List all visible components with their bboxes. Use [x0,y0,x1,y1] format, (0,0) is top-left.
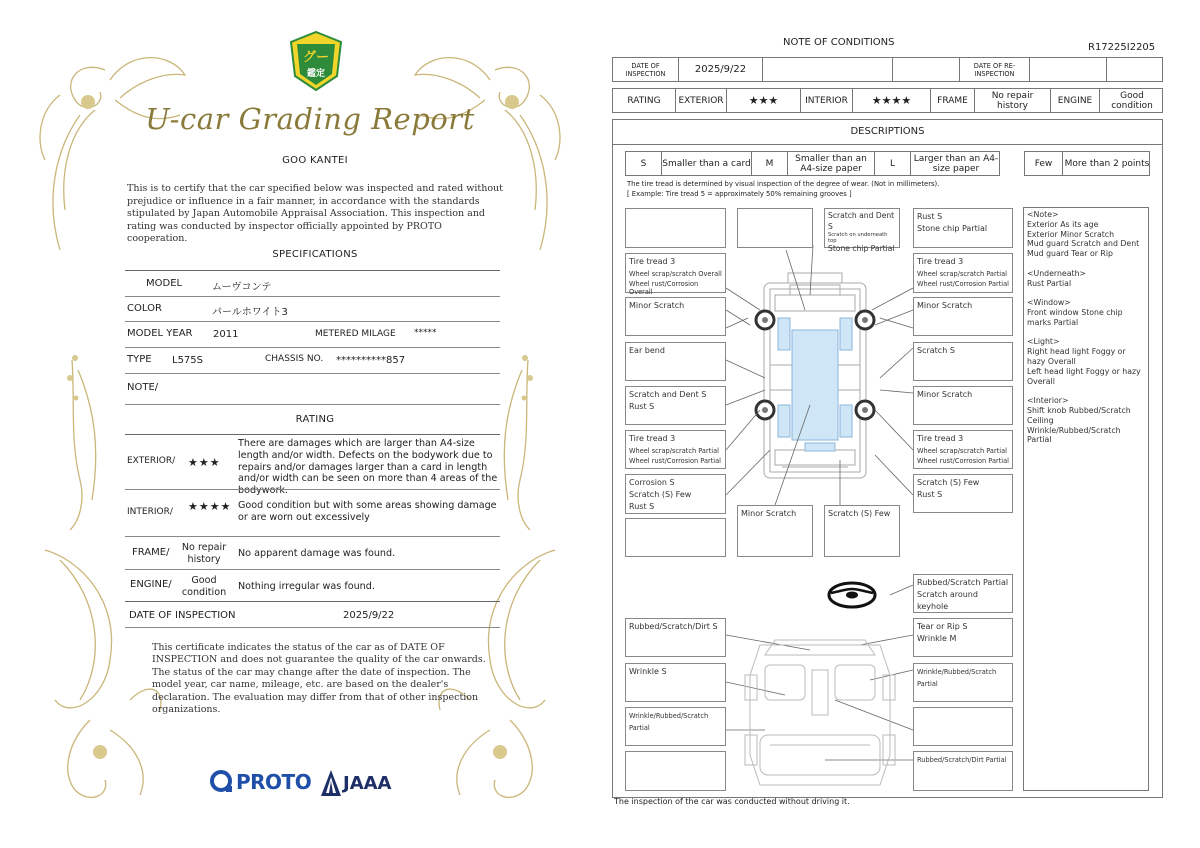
divider [125,627,500,628]
divider [125,404,500,405]
chassis-value: **********857 [336,355,406,366]
note-line: Shift knob Rubbed/Scratch [1027,405,1131,415]
condition-box-right-front-door [913,342,1013,381]
color-label: COLOR [127,303,162,314]
note-line: Mud guard Scratch and Dent [1027,239,1140,249]
note-line: Exterior Minor Scratch [1027,229,1115,239]
few-legend [1024,151,1150,176]
interior-stars: ★★★★ [188,500,232,513]
frame-value: No repair history [181,542,227,565]
condition-box-front-right-tire [913,253,1013,293]
note-line: Rust Partial [1027,278,1072,288]
box-text: Wrinkle M [917,634,957,643]
tread-example: [ Example: Tire tread 5 = approximately 50% remaining grooves ] [627,190,852,198]
divider [125,296,500,297]
date-of-reinspection-label: DATE OF RE-INSPECTION [960,58,1030,81]
note-line: Ceiling [1027,415,1054,425]
exterior-stars: ★★★ [188,456,221,469]
metered-milage-label: METERED MILAGE [315,329,396,339]
jaaa-logo-icon [320,769,342,797]
condition-box-front-left-tire [625,253,726,296]
divider [125,373,500,374]
model-label: MODEL [146,278,183,289]
box-text: Rubbed/Scratch/Dirt S [629,622,718,631]
exterior-label: EXTERIOR/ [127,456,176,466]
box-text: Tire tread 3 [629,434,676,443]
date-of-inspection-label: DATE OF INSPECTION [129,610,236,621]
divider [125,321,500,322]
frame-value: No repair history [975,89,1051,112]
box-text: Tire tread 3 [917,257,964,266]
legend-m-desc: Smaller than an A4-size paper [788,152,875,175]
box-text: Wheel rust/Corrosion Partial [917,457,1010,465]
box-text: Rust S [629,402,655,411]
goo-kantei-badge-icon [287,30,345,92]
note-line: Wrinkle/Rubbed/Scratch Partial [1027,425,1121,445]
date-of-inspection-value: 2025/9/22 [343,610,395,621]
box-text: Tire tread 3 [629,257,676,266]
engine-description: Nothing irregular was found. [238,581,375,592]
note-of-conditions-heading: NOTE OF CONDITIONS [783,37,895,48]
legend-s: S [626,152,662,175]
note-label: NOTE/ [127,382,159,393]
tread-note: The tire tread is determined by visual inspection of the degree of wear. (Not in millimeters). [627,180,940,188]
condition-box-empty [625,518,726,557]
frame-description: No apparent damage was found. [238,548,396,559]
exterior-stars: ★★★ [727,89,801,112]
rating-row [612,88,1163,113]
condition-box-empty [913,707,1013,746]
box-text: Scratch (S) Few [629,490,692,499]
condition-box-left-fender [625,297,726,336]
condition-box-interior-driver-seat [913,618,1013,657]
divider [125,569,500,570]
legend-few-desc: More than 2 points [1064,158,1150,169]
divider [125,601,500,602]
box-text: Scratch on underneath top [828,232,888,244]
box-text: Rust S [917,212,943,221]
certification-intro: This is to certify that the car specified below was inspected and rated without prejudice or influence in a fair manner, in accordance with the standards stipulated by Japan Automobile Appraisal Association. This inspection and rating was conducted by inspector officially appointed by PROTO cooperation. [127,183,503,245]
legend-s-desc: Smaller than a card [662,152,752,175]
condition-box-rear-bumper [737,505,813,557]
box-text: Scratch (S) Few [828,509,891,518]
inspection-footnote: The inspection of the car was conducted without driving it. [614,797,850,806]
box-text: Ear bend [629,346,665,355]
empty-cell [1107,58,1164,81]
box-text: Wheel rust/Corrosion Partial [917,280,1010,288]
steering-wheel-icon [826,581,878,609]
window-heading: <Window> [1027,298,1071,308]
box-text: Wrinkle/Rubbed/Scratch Partial [917,668,997,688]
proto-logo-icon [209,769,235,795]
condition-box-interior-front [625,618,726,657]
condition-box-empty [625,751,726,791]
engine-label: ENGINE/ [130,579,172,590]
condition-box-left-rear-quarter [625,474,726,514]
date-of-reinspection-value [1030,58,1107,81]
divider [125,434,500,435]
condition-box-rear-left-tire [625,430,726,469]
box-text: Wheel scrap/scratch Partial [917,270,1007,278]
note-line: Exterior As its age [1027,219,1099,229]
box-text: Wrinkle S [629,667,667,676]
empty-cell [763,58,893,81]
proto-brand: PROTO [236,770,312,794]
note-line: Right head light Foggy or hazy Overall [1027,347,1126,366]
svg-text:鑑定: 鑑定 [306,69,326,79]
box-text: Tear or Rip S [917,622,968,631]
light-heading: <Light> [1027,337,1060,347]
condition-box-front [824,208,900,253]
frame-label: FRAME [931,89,975,112]
box-text: Tire tread 3 [917,434,964,443]
divider [125,536,500,537]
condition-box-interior-door-trim [913,663,1013,702]
box-text: Minor Scratch [741,509,797,518]
condition-box-right-fender [913,297,1013,336]
box-text: Wrinkle/Rubbed/Scratch Partial [629,712,709,732]
divider [125,347,500,348]
condition-box-interior-rear-seat [913,751,1013,791]
box-text: Rust S [917,490,943,499]
box-text: Stone chip Partial [828,244,895,253]
report-title: U-car Grading Report [145,102,475,136]
interior-label: INTERIOR/ [127,507,173,517]
box-text: Rust S [629,502,655,511]
report-id: R17225I2205 [1088,42,1156,53]
model-value: ムーヴコンテ [212,282,272,293]
model-year-value: 2011 [213,329,239,340]
engine-value: Good condition [181,575,227,598]
exterior-label: EXTERIOR [676,89,727,112]
interior-description: Good condition but with some areas showing damage or are worn out excessively [238,500,497,523]
descriptions-heading: DESCRIPTIONS [850,126,925,137]
note-line: Left head light Foggy or hazy Overall [1027,366,1141,386]
type-label: TYPE [127,354,152,365]
color-value: パールホワイト3 [212,307,288,318]
svg-text:グー: グー [302,50,330,65]
condition-box-empty [737,208,813,248]
condition-box-left-mirror [625,342,726,381]
condition-box-interior-passenger-seat [625,663,726,702]
jaaa-brand: JAAA [343,773,392,794]
box-text: Wheel rust/Corrosion Overall [629,280,699,296]
certificate-disclaimer: This certificate indicates the status of the car as of DATE OF INSPECTION and does not guarantee the quality of the car onwards. The status of the car may change after the date of inspection. The model year, car name, mileage, etc. are based on the dealer's declaration. The evaluation may differ from that of other inspection organizations. [152,642,486,716]
frame-label: FRAME/ [132,547,170,558]
box-text: Minor Scratch [629,301,685,310]
condition-box-back-door [824,505,900,557]
engine-label: ENGINE [1051,89,1100,112]
box-text: Scratch and Dent S [828,211,895,231]
condition-box-rear-right-tire [913,430,1013,469]
box-text: Scratch (S) Few [917,478,980,487]
model-year-label: MODEL YEAR [127,328,193,339]
underneath-heading: <Underneath> [1027,268,1087,278]
box-text: Wheel scrap/scratch Overall [629,270,722,278]
type-value: L575S [172,355,204,366]
inspection-date-row [612,57,1163,82]
interior-stars: ★★★★ [853,89,931,112]
report-subtitle: GOO KANTEI [282,155,348,166]
date-of-inspection-value: 2025/9/22 [679,58,763,81]
metered-milage-value: ***** [414,328,437,338]
legend-few: Few [1025,152,1063,175]
divider [125,270,500,271]
box-text: Minor Scratch [917,390,973,399]
rating-label: RATING [613,89,676,112]
box-text: Scratch and Dent S [629,390,707,399]
condition-box-hood [913,208,1013,248]
specifications-heading: SPECIFICATIONS [272,249,358,260]
note-line: Front window Stone chip marks Partial [1027,307,1123,327]
chassis-label: CHASSIS NO. [265,354,324,364]
legend-m: M [752,152,788,175]
size-legend [625,151,1000,176]
interior-label: INTERIOR [801,89,853,112]
box-text: Minor Scratch [917,301,973,310]
exterior-description: There are damages which are larger than A4-size length and/or width. Defects on the bodywork due to repairs and/or damages larger than a card in length and/or width can be seen on more than 4 areas of the bodywork. [238,438,498,497]
box-text: Corrosion S [629,478,675,487]
notes-panel [1023,207,1149,791]
condition-box-right-rear-door [913,386,1013,425]
box-text: Wheel rust/Corrosion Partial [629,457,722,465]
condition-box-left-rear-door [625,386,726,425]
box-text: Scratch S [917,346,955,355]
divider [125,489,500,490]
note-heading: <Note> [1027,210,1059,219]
note-of-conditions-page [600,0,1200,848]
condition-box-right-rear-quarter [913,474,1013,513]
date-of-inspection-label: DATE OF INSPECTION [613,58,679,81]
note-line: Mud guard Tear or Rip [1027,249,1113,259]
condition-box-empty [625,208,726,248]
condition-box-interior-rear [625,707,726,746]
box-text: Rubbed/Scratch/Dirt Partial [917,756,1007,764]
divider [612,144,1163,145]
condition-box-steering [913,574,1013,613]
car-interior-diagram [740,635,900,800]
empty-cell [893,58,960,81]
rating-heading: RATING [295,414,335,425]
box-text: Wheel scrap/scratch Partial [917,447,1007,455]
box-text: Wheel scrap/scratch Partial [629,447,719,455]
interior-heading: <Interior> [1027,396,1069,406]
box-text: Scratch around keyhole [917,590,978,611]
legend-l: L [875,152,911,175]
legend-l-desc: Larger than an A4-size paper [913,153,999,174]
engine-value: Good condition [1111,90,1153,111]
box-text: Rubbed/Scratch Partial [917,578,1009,587]
box-text: Stone chip Partial [917,224,988,233]
